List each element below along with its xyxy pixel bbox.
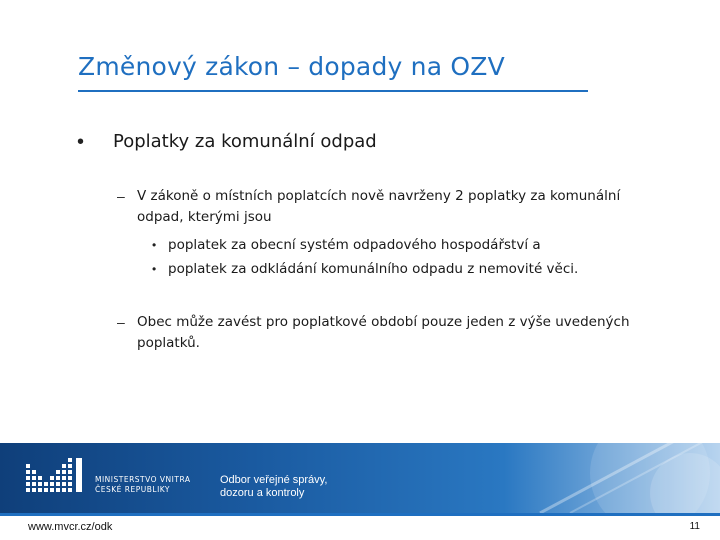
bullet-marker: • [77, 131, 85, 153]
subbullet-marker: • [152, 238, 157, 252]
subbullet-marker: • [152, 262, 157, 276]
bullet-text: Poplatky za komunální odpad [113, 131, 377, 152]
dash-marker: – [117, 188, 125, 204]
slide-title: Změnový zákon – dopady na OZV [78, 52, 505, 81]
dash-marker: – [117, 314, 125, 330]
subitem-line: odpad, kterými jsou [137, 209, 272, 225]
footer-decoration [420, 443, 720, 513]
subbullet-text: poplatek za obecní systém odpadového hospodářství a [168, 237, 541, 253]
subbullet-text: poplatek za odkládání komunálního odpadu z nemovité věci. [168, 261, 579, 277]
title-underline [78, 90, 588, 92]
subitem-line: Obec může zavést pro poplatkové období pouze jeden z výše uvedených [137, 314, 630, 330]
subitem-line: V zákoně o místních poplatcích nově navrženy 2 poplatky za komunální [137, 188, 621, 204]
subitem-line: poplatků. [137, 335, 200, 351]
page-number: 11 [689, 521, 700, 532]
footer-strip [0, 513, 720, 516]
ministry-name [95, 475, 191, 495]
department-name [220, 474, 327, 500]
department-line: dozoru a kontroly [220, 487, 305, 499]
subitem-text [137, 312, 697, 354]
ministry-logo-icon [26, 458, 90, 498]
website-url[interactable]: www.mvcr.cz/odk [28, 521, 113, 533]
ministry-name-line: MINISTERSTVO VNITRA [95, 475, 191, 484]
ministry-name-line: ČESKÉ REPUBLIKY [95, 485, 171, 494]
department-line: Odbor veřejné správy, [220, 474, 328, 486]
subitem-text [137, 186, 697, 228]
